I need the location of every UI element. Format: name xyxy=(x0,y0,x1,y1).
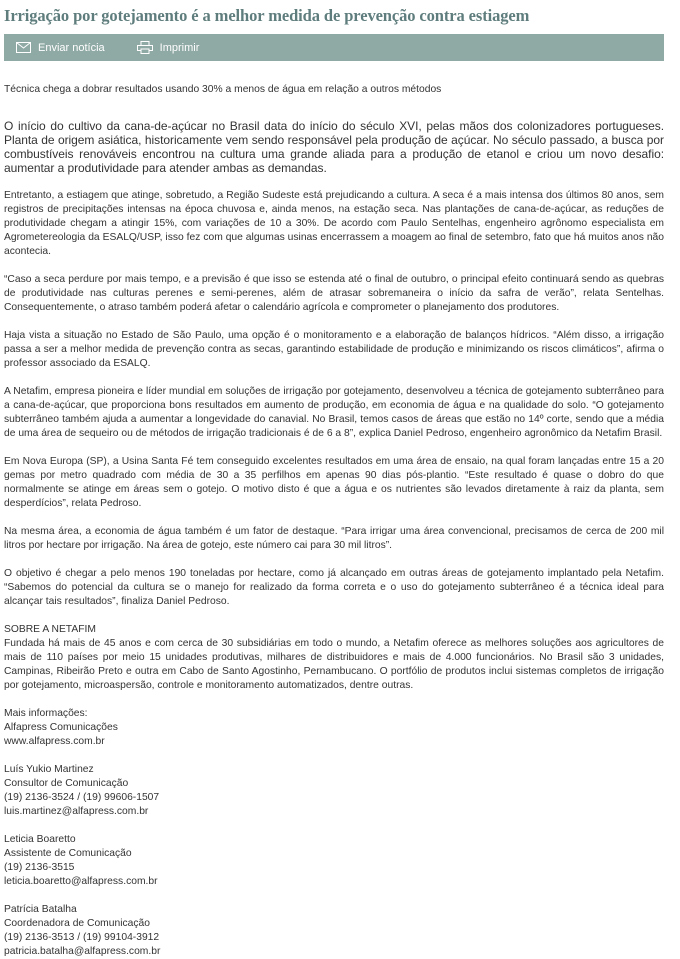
article-subtitle: Técnica chega a dobrar resultados usando 30% a menos de água em relação a outros métodos xyxy=(4,84,442,95)
paragraph: “Caso a seca perdure por mais tempo, e a previsão é que isso se estenda até o final de outubro, o principal efeito continuará sendo as quebras de produtividade nas culturas perenes e semi-perenes, além de atrasar sobremaneira o início da safra de verão”, relata Sentelhas. Consequentemente, o atraso também poderá afetar o calendário agrícola e comprometer o planejamento dos produtores. xyxy=(4,274,664,313)
contact-role: Coordenadora de Comunicação xyxy=(4,918,150,929)
contact-name: Leticia Boaretto xyxy=(4,834,76,845)
contact-card xyxy=(4,903,664,959)
contact-role: Assistente de Comunicação xyxy=(4,848,132,859)
contact-name: Patrícia Batalha xyxy=(4,904,77,915)
article-toolbar xyxy=(4,34,664,61)
contact-role: Consultor de Comunicação xyxy=(4,778,129,789)
article-title: Irrigação por gotejamento é a melhor medida de prevenção contra estiagem xyxy=(4,6,530,25)
paragraph: Entretanto, a estiagem que atinge, sobretudo, a Região Sudeste está prejudicando a cultura. A seca é a mais intensa dos últimos 80 anos, sem registros de precipitações intensas na época chuvosa e, ainda menos, na estação seca. Nas plantações de cana-de-açúcar, as reduções de produtividade chegam a atingir 15%, com variações de 10 a 30%. De acordo com Paulo Sentelhas, engenheiro agrônomo especialista em Agrometereologia da ESALQ/USP, isso fez com que algumas usinas encerrassem a moagem ao final de setembro, fato que há muitos anos não acontecia. xyxy=(4,190,664,257)
about-text: Fundada há mais de 45 anos e com cerca de 30 subsidiárias em todo o mundo, a Netafim oferece as melhores soluções aos agricultores de mais de 110 países por meio 15 unidades produtivas, milhares de distribuidores e mais de 4.000 funcionários. No Brasil são 3 unidades, Campinas, Ribeirão Preto e outra em Cabo de Santo Agostinho, Pernambucano. O portfólio de produtos inclui sistemas completos de irrigação por gotejamento, microaspersão, controle e monitoramento automatizados, dentre outras. xyxy=(4,638,664,691)
agency-name: Alfapress Comunicações xyxy=(4,722,118,733)
contact-email: leticia.boaretto@alfapress.com.br xyxy=(4,876,158,887)
envelope-icon xyxy=(16,42,31,53)
more-info-block xyxy=(4,707,664,749)
send-news-label: Enviar notícia xyxy=(38,41,105,54)
contact-phone: (19) 2136-3524 / (19) 99606-1507 xyxy=(4,792,160,803)
printer-icon xyxy=(137,41,153,54)
paragraph: O objetivo é chegar a pelo menos 190 toneladas por hectare, como já alcançado em outras áreas de gotejamento implantado pela Netafim. “Sabemos do potencial da cultura se o manejo for realizado da forma correta e o uso do gotejamento subterrâneo é a técnica ideal para alcançar tais resultados”, finaliza Daniel Pedroso. xyxy=(4,568,664,607)
print-button[interactable] xyxy=(137,41,200,54)
paragraph: Em Nova Europa (SP), a Usina Santa Fé tem conseguido excelentes resultados em uma área de ensaio, na qual foram lançadas entre 15 a 20 gemas por metro quadrado com média de 30 a 35 perfilhos em apenas 90 dias pós-plantio. “Este resultado é quase o dobro do que normalmente se atinge em áreas sem o gotejo. O motivo disto é que a água e os nutrientes são levados diretamente à raiz da planta, sem desperdícios”, relata Pedroso. xyxy=(4,456,664,509)
more-info-heading: Mais informações: xyxy=(4,708,88,719)
contact-name: Luís Yukio Martinez xyxy=(4,764,94,775)
print-label: Imprimir xyxy=(159,41,200,54)
contact-card xyxy=(4,833,664,889)
contact-email: luis.martinez@alfapress.com.br xyxy=(4,806,149,817)
paragraph: A Netafim, empresa pioneira e líder mundial em soluções de irrigação por gotejamento, desenvolveu a técnica de gotejamento subterrâneo para a cana-de-açúcar, que proporciona bons resultados em aumento de produção, em economia de água e na qualidade do solo. “O gotejamento subterrâneo também ajuda a aumentar a longevidade do canavial. No Brasil, temos casos de áreas que estão no 14º corte, sendo que a média de uma área de sequeiro ou de métodos de irrigação tradicionais é de 6 a 8”, explica Daniel Pedroso, engenheiro agronômico da Netafim Brasil. xyxy=(4,386,664,439)
send-news-button[interactable] xyxy=(16,42,105,54)
contact-phone: (19) 2136-3513 / (19) 99104-3912 xyxy=(4,932,160,943)
contact-phone: (19) 2136-3515 xyxy=(4,862,75,873)
paragraph: Haja vista a situação no Estado de São Paulo, uma opção é o monitoramento e a elaboração de balanços hídricos. “Além disso, a irrigação passa a ser a melhor medida de prevenção contra as secas, garantindo estabilidade de produção e minimizando os riscos climáticos”, afirma o professor associado da ESALQ. xyxy=(4,330,664,369)
paragraph: Na mesma área, a economia de água também é um fator de destaque. “Para irrigar uma área convencional, precisamos de cerca de 200 mil litros por hectare por irrigação. Na área de gotejo, este número cai para 30 mil litros”. xyxy=(4,526,664,551)
contact-email: patricia.batalha@alfapress.com.br xyxy=(4,946,161,957)
about-heading: SOBRE A NETAFIM xyxy=(4,624,96,635)
contact-card xyxy=(4,763,664,819)
article-lead: O início do cultivo da cana-de-açúcar no Brasil data do início do século XVI, pelas mãos dos colonizadores portugueses. Planta de origem asiática, historicamente vem sendo responsável pela produção de açúcar. No século passado, a busca por combustíveis renováveis encontrou na cultura uma grande aliada para a produção de etanol e criou um novo desafio: aumentar a produtividade para atender ambas as demandas. xyxy=(4,119,664,175)
agency-website: www.alfapress.com.br xyxy=(4,736,105,747)
